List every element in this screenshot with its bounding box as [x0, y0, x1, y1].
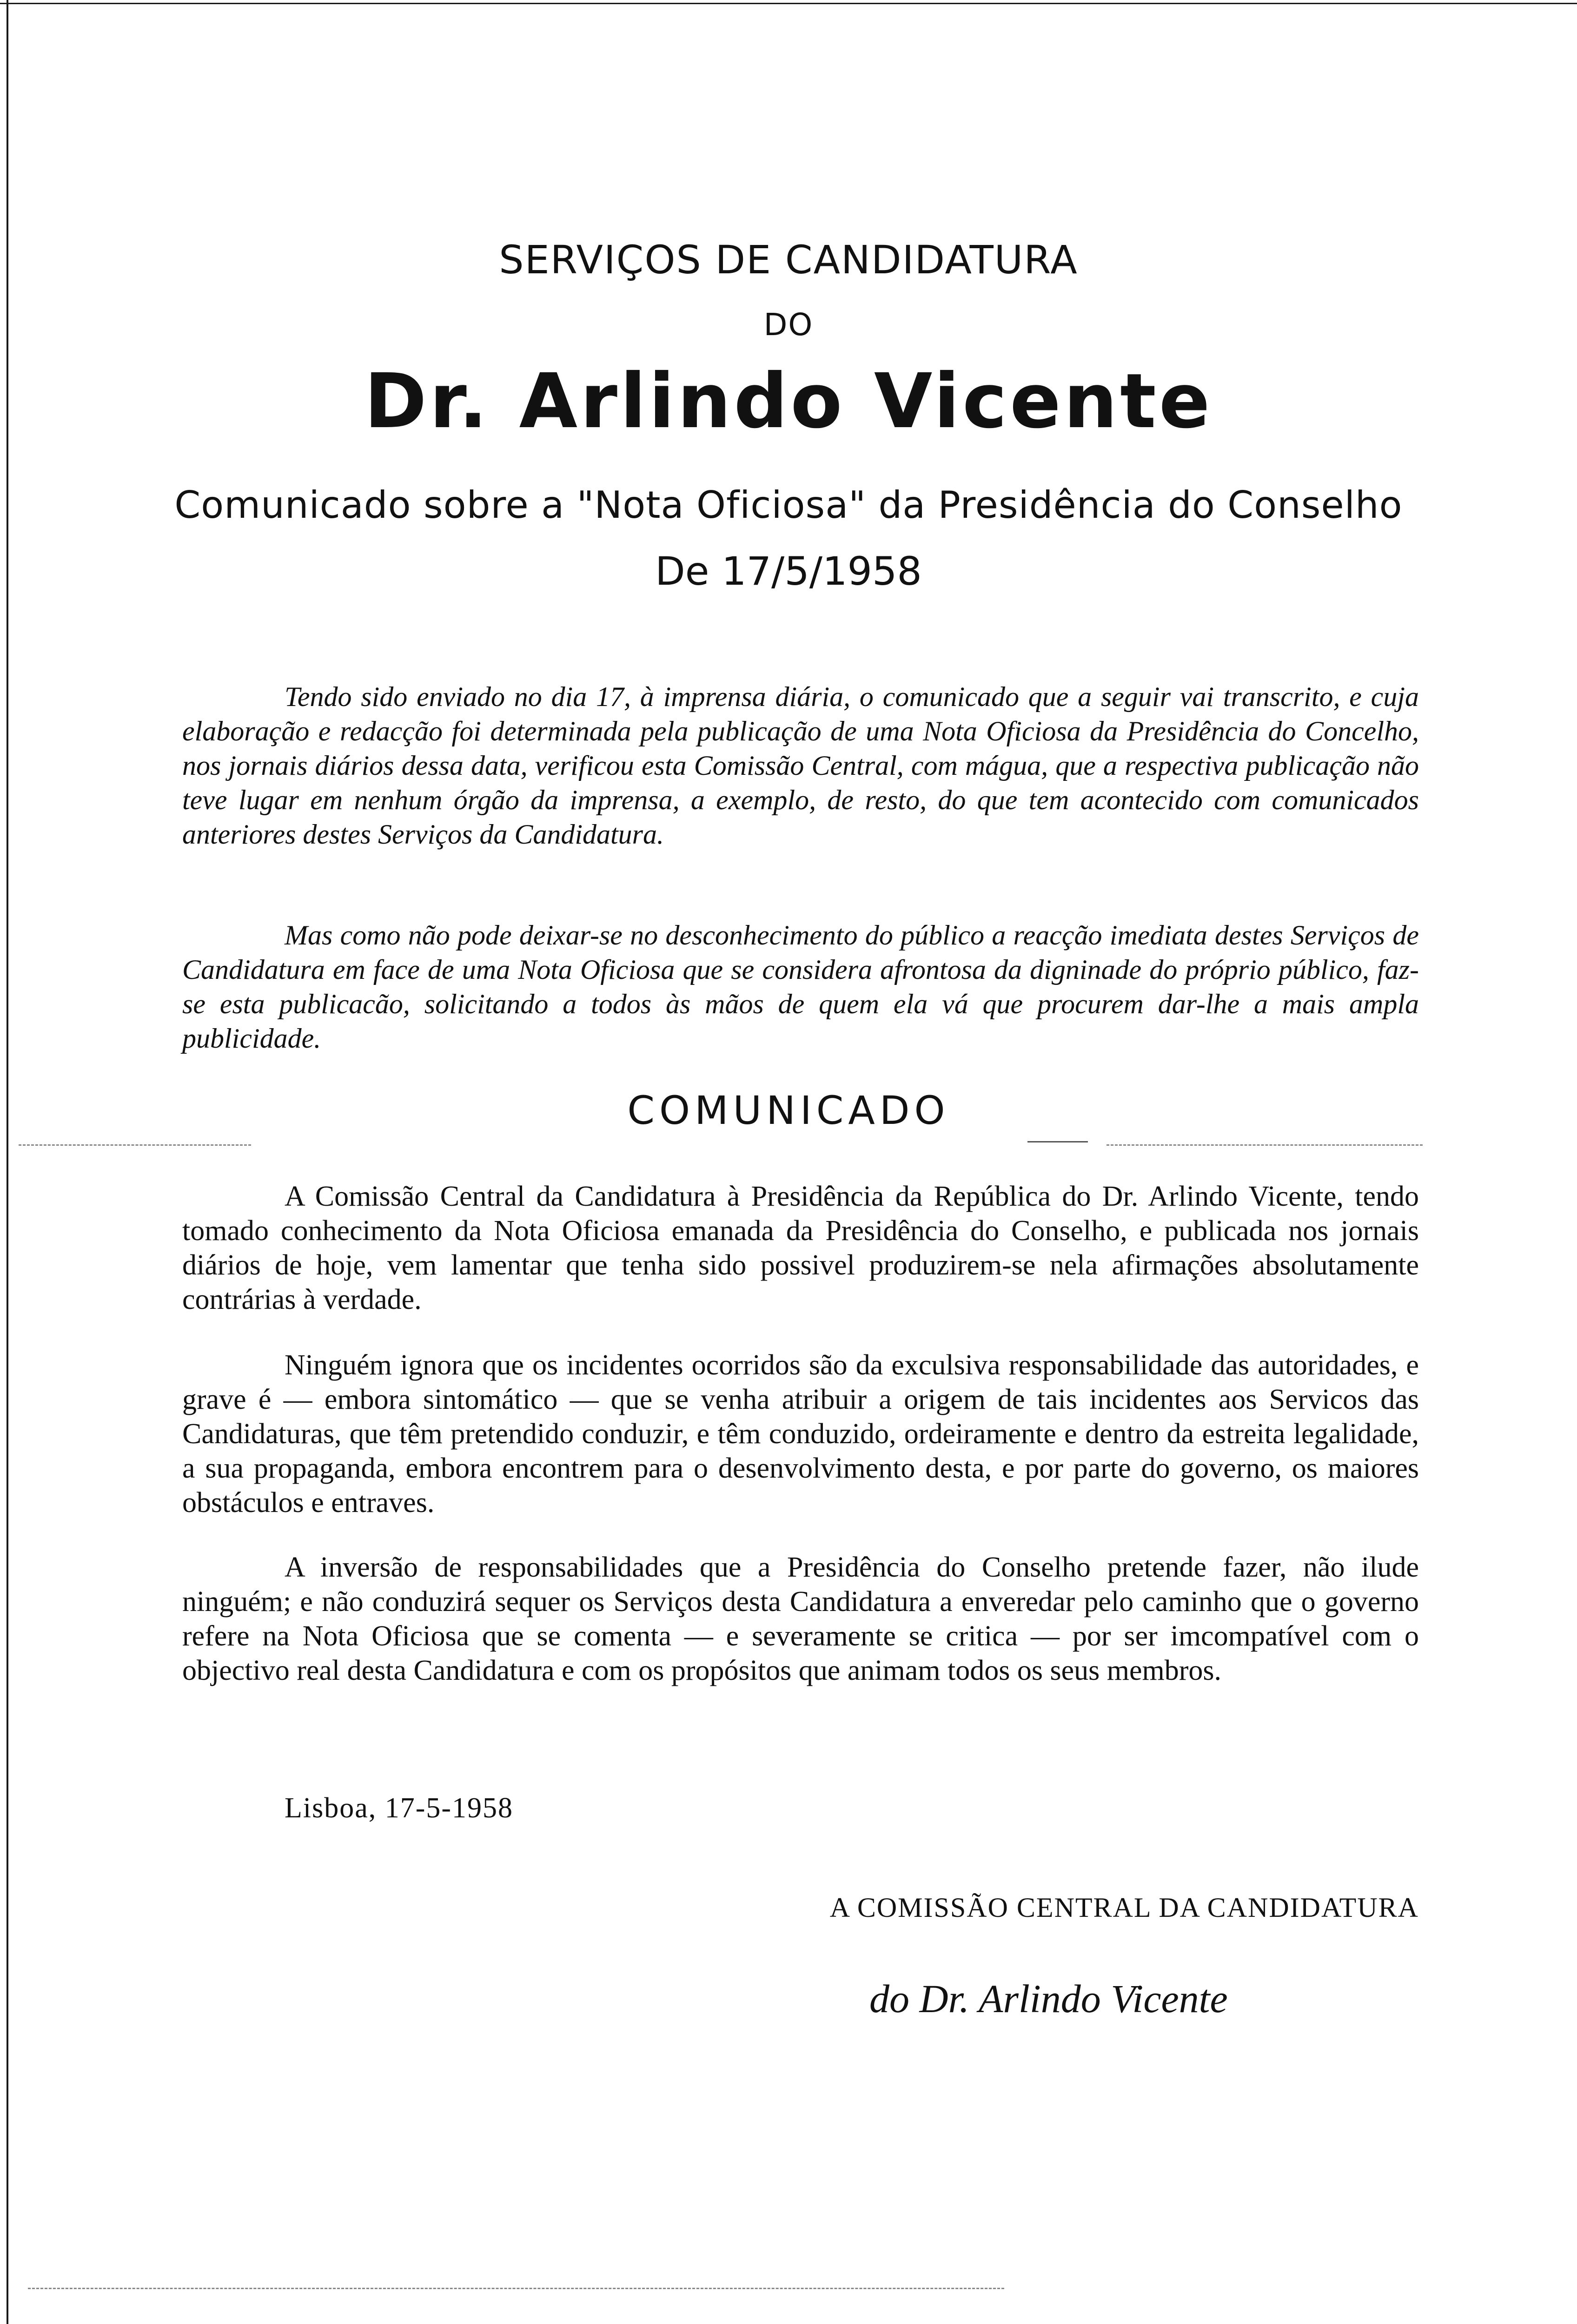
- place-and-date: Lisboa, 17-5-1958: [285, 1792, 514, 1824]
- title-underline: [1027, 1141, 1088, 1142]
- bottom-dash-line: [28, 2288, 1004, 2290]
- intro-paragraph-1: Tendo sido enviado no dia 17, à imprensa diária, o comunicado que a seguir vai transcrito, e cuja elaboração e redacção foi determinada pela publicação de uma Nota Oficiosa da Presidência do Concelho, nos jornais diários dessa data, verificou esta Comissão Central, com mágua, que a respectiva publicação não teve lugar em nenhum órgão da imprensa, a exemplo, de resto, do que tem acontecido com comunicados anteriores destes Serviços da Candidatura.: [182, 681, 1419, 850]
- communique-paragraph-1: A Comissão Central da Candidatura à Presidência da República do Dr. Arlindo Vicente, tendo tomado conhecimento da Nota Oficiosa emanada da Presidência do Conselho, e publicada nos jornais diários de hoje, vem lamentar que tenha sido possivel produzirem-se nela afirmações absolutamente contrárias à verdade.: [182, 1181, 1419, 1315]
- decorative-dash-line: [1107, 1144, 1423, 1147]
- communique-paragraph-3: A inversão de responsabilidades que a Presidência do Conselho pretende fazer, não ilude ninguém; e não conduzirá sequer os Serviços desta Candidatura a enveredar pelo caminho que o governo refere na Nota Oficiosa que se comenta — e severamente se critica — por ser imcompatível com o objectivo real desta Candidatura e com os propósitos que animam todos os seus membros.: [182, 1552, 1419, 1686]
- communique-paragraph-2: Ninguém ignora que os incidentes ocorridos são da exculsiva responsabilidade das autoridades, e grave é — embora sintomático — que se venha atribuir a origem de tais incidentes aos Servicos das Candidaturas, que têm pretendido conduzir, e têm conduzido, ordeiramente e dentro da estreita legalidade, a sua propaganda, embora encontrem para o desenvolvimento desta, e por parte do governo, os maiores obstáculos e entraves.: [182, 1349, 1419, 1519]
- page-edge-top: [0, 3, 1577, 4]
- header-subtitle: Comunicado sobre a "Nota Oficiosa" da Presidência do Conselho: [174, 483, 1403, 527]
- signature: do Dr. Arlindo Vicente: [869, 1976, 1228, 2021]
- header-date: De 17/5/1958: [655, 548, 922, 594]
- header-name: Dr. Arlindo Vicente: [364, 358, 1213, 445]
- signatory: A COMISSÃO CENTRAL DA CANDIDATURA: [829, 1892, 1419, 1923]
- communique-title: COMUNICADO: [627, 1088, 950, 1133]
- header-line-2: DO: [763, 307, 814, 343]
- page-edge-left: [7, 0, 8, 2324]
- decorative-dash-line-left: [19, 1144, 251, 1147]
- header-line-1: SERVIÇOS DE CANDIDATURA: [499, 237, 1078, 283]
- intro-paragraph-2: Mas como não pode deixar-se no desconhecimento do público a reacção imediata destes Serviços de Candidatura em face de uma Nota Oficiosa que se considera afrontosa da digninade do próprio público, faz-se esta publicacão, solicitando a todos às mãos de quem ela vá que procurem dar-lhe a mais ampla publicidade.: [182, 920, 1419, 1054]
